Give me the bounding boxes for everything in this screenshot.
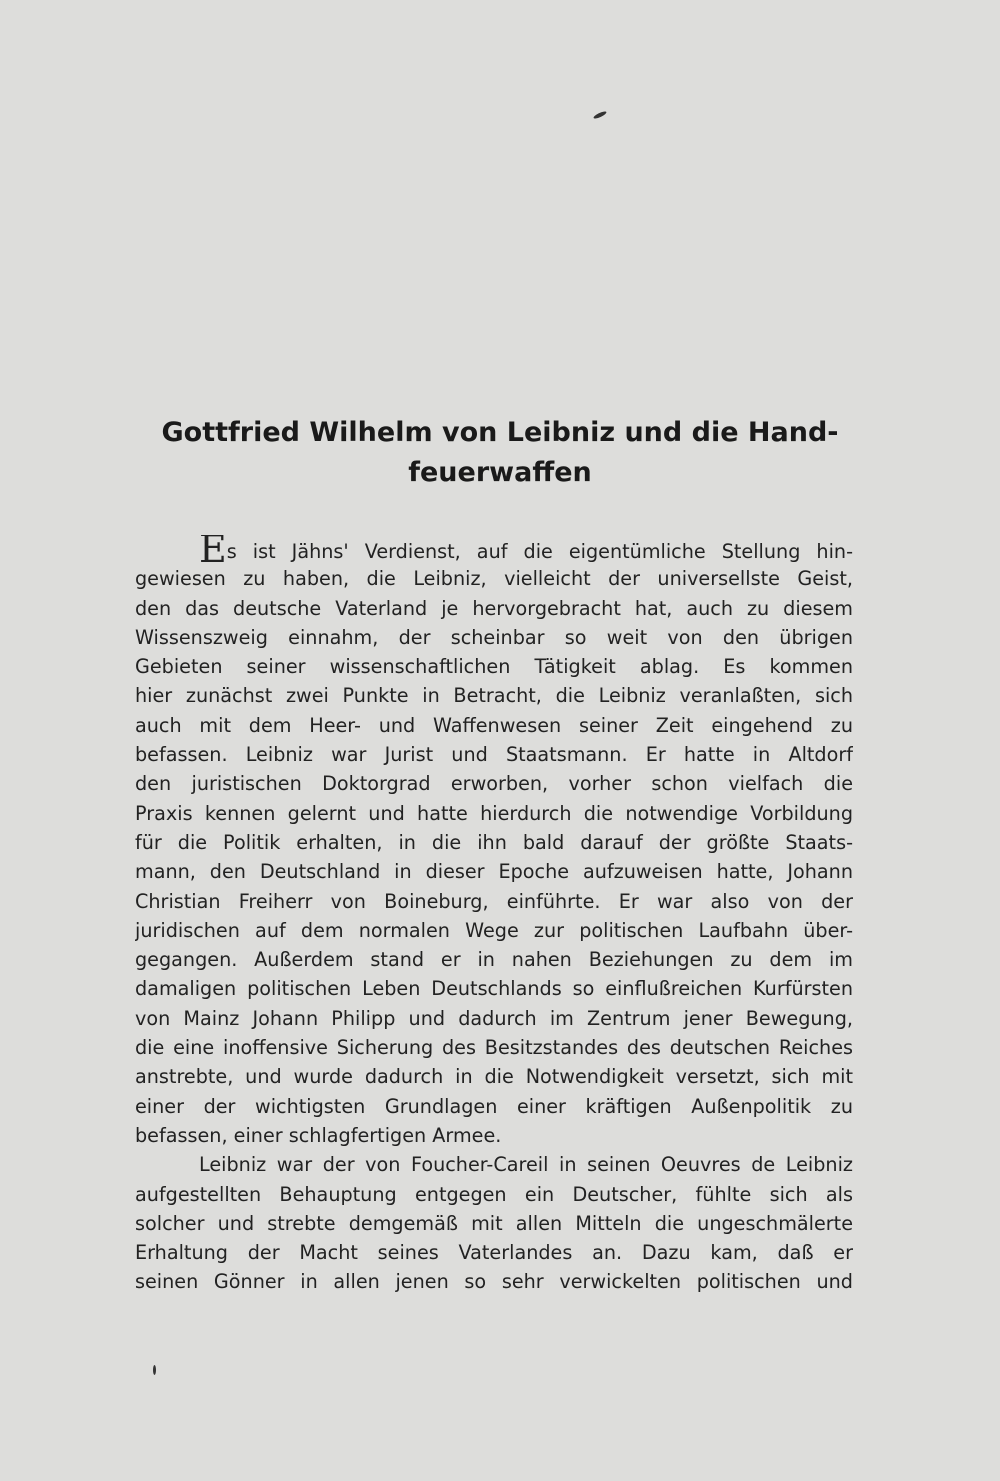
paragraph-line: von Mainz Johann Philipp und dadurch im Zentrum jener Bewegung, xyxy=(135,1006,853,1030)
heading-line: feuerwaffen xyxy=(408,457,592,488)
paragraph-line: die eine inoffensive Sicherung des Besitzstandes des deutschen Reiches xyxy=(135,1036,853,1060)
paragraph-line: anstrebte, und wurde dadurch in die Notwendigkeit versetzt, sich mit xyxy=(135,1065,853,1089)
paragraph-line: Christian Freiherr von Boineburg, einführte. Er war also von der xyxy=(135,889,853,913)
paragraph-line: den das deutsche Vaterland je hervorgebracht hat, auch zu diesem xyxy=(135,596,853,620)
paragraph-line xyxy=(135,535,853,564)
paragraph-line: Gebieten seiner wissenschaftlichen Tätigkeit ablag. Es kommen xyxy=(135,655,853,679)
paragraph-line: damaligen politischen Leben Deutschlands so einflußreichen Kurfürsten xyxy=(135,977,853,1001)
paragraph-line: Praxis kennen gelernt und hatte hierdurch die notwendige Vorbildung xyxy=(135,801,853,825)
paragraph-line: gegangen. Außerdem stand er in nahen Beziehungen zu dem im xyxy=(135,948,853,972)
paragraph-line: mann, den Deutschland in dieser Epoche aufzuweisen hatte, Johann xyxy=(135,860,853,884)
body-text xyxy=(135,535,853,1297)
paragraph-line: hier zunächst zwei Punkte in Betracht, die Leibniz veranlaßten, sich xyxy=(135,684,853,708)
paragraph-line: befassen, einer schlagfertigen Armee. xyxy=(135,1123,502,1147)
paragraph-line: solcher und strebte demgemäß mit allen Mitteln die ungeschmälerte xyxy=(135,1211,853,1235)
line-text: s ist Jähns' Verdienst, auf die eigentümliche Stellung hin- xyxy=(226,540,853,563)
ink-speck xyxy=(593,110,607,120)
heading-line: Gottfried Wilhelm von Leibniz und die Hand- xyxy=(161,417,839,448)
paragraph-line: seinen Gönner in allen jenen so sehr verwickelten politischen und xyxy=(135,1270,853,1294)
paragraph-line: Erhaltung der Macht seines Vaterlandes an. Dazu kam, daß er xyxy=(135,1241,853,1265)
ink-speck xyxy=(153,1365,156,1375)
initial-letter: E xyxy=(199,535,227,565)
paragraph-line: Wissenszweig einnahm, der scheinbar so weit von den übrigen xyxy=(135,625,853,649)
paragraph-line: gewiesen zu haben, die Leibniz, vielleicht der universellste Geist, xyxy=(135,567,853,591)
paragraph-line: einer der wichtigsten Grundlagen einer kräftigen Außenpolitik zu xyxy=(135,1094,853,1118)
paragraph-line: Leibniz war der von Foucher-Careil in seinen Oeuvres de Leibniz xyxy=(199,1153,853,1177)
paragraph-line: den juristischen Doktorgrad erworben, vorher schon vielfach die xyxy=(135,772,853,796)
paragraph-line: aufgestellten Behauptung entgegen ein Deutscher, fühlte sich als xyxy=(135,1182,853,1206)
paragraph-line: für die Politik erhalten, in die ihn bald darauf der größte Staats- xyxy=(135,830,853,854)
paragraph-line: befassen. Leibniz war Jurist und Staatsmann. Er hatte in Altdorf xyxy=(135,743,853,767)
paragraph-line: auch mit dem Heer- und Waffenwesen seiner Zeit eingehend zu xyxy=(135,713,853,737)
paragraph-line: juridischen auf dem normalen Wege zur politischen Laufbahn über- xyxy=(135,918,853,942)
chapter-heading xyxy=(120,413,880,493)
